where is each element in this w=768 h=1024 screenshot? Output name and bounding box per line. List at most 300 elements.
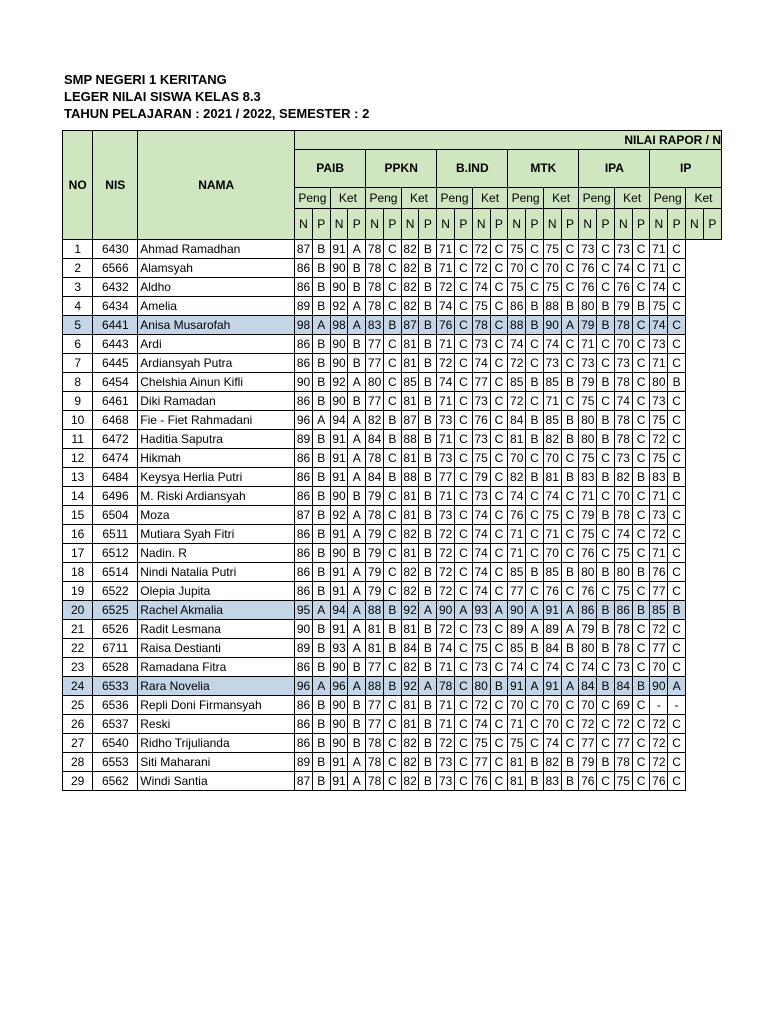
- cell-grade: C: [597, 544, 615, 563]
- cell-grade: 77: [366, 658, 384, 677]
- cell-grade: A: [490, 601, 508, 620]
- cell-grade: 92: [330, 373, 348, 392]
- cell-grade: 87: [401, 316, 419, 335]
- cell-grade: A: [348, 373, 366, 392]
- cell-grade: C: [632, 639, 650, 658]
- cell-nama: Keysya Herlia Putri: [138, 468, 295, 487]
- cell-no: 16: [63, 525, 93, 544]
- cell-grade: A: [348, 506, 366, 525]
- cell-grade: C: [597, 658, 615, 677]
- cell-grade: C: [668, 278, 686, 297]
- cell-grade: 74: [472, 544, 490, 563]
- cell-grade: 82: [401, 240, 419, 259]
- cell-grade: C: [526, 392, 544, 411]
- cell-grade: C: [455, 639, 473, 658]
- cell-grade: C: [597, 392, 615, 411]
- cell-grade: 76: [472, 772, 490, 791]
- cell-grade: C: [597, 772, 615, 791]
- cell-grade: C: [668, 772, 686, 791]
- cell-nis: 6537: [93, 715, 138, 734]
- header-subject: MTK: [508, 150, 579, 187]
- cell-grade: 90: [330, 354, 348, 373]
- cell-grade: B: [526, 316, 544, 335]
- header-peng: Peng: [366, 187, 402, 208]
- cell-grade: 79: [579, 620, 597, 639]
- cell-grade: 73: [614, 240, 632, 259]
- cell-nama: Diki Ramadan: [138, 392, 295, 411]
- cell-grade: C: [632, 449, 650, 468]
- cell-nis: 6461: [93, 392, 138, 411]
- cell-grade: 72: [579, 715, 597, 734]
- student-row: [63, 297, 722, 316]
- cell-grade: C: [455, 620, 473, 639]
- cell-grade: B: [312, 430, 330, 449]
- cell-grade: 70: [543, 696, 561, 715]
- cell-grade: 93: [472, 601, 490, 620]
- cell-grade: B: [419, 335, 437, 354]
- cell-grade: 91: [330, 772, 348, 791]
- cell-grade: C: [383, 240, 401, 259]
- cell-grade: 84: [543, 639, 561, 658]
- cell-grade: C: [383, 354, 401, 373]
- cell-grade: C: [383, 449, 401, 468]
- cell-grade: 92: [401, 677, 419, 696]
- cell-grade: 75: [650, 449, 668, 468]
- cell-grade: 76: [579, 544, 597, 563]
- cell-grade: B: [348, 658, 366, 677]
- header-subject: IPA: [579, 150, 650, 187]
- cell-grade: B: [419, 259, 437, 278]
- cell-grade: 75: [614, 582, 632, 601]
- cell-grade: C: [632, 696, 650, 715]
- cell-grade: 71: [437, 259, 455, 278]
- cell-grade: 94: [330, 601, 348, 620]
- student-row: [63, 487, 722, 506]
- cell-grade: C: [668, 430, 686, 449]
- cell-nama: Repli Doni Firmansyah: [138, 696, 295, 715]
- cell-grade: 90: [330, 715, 348, 734]
- cell-grade: A: [561, 316, 579, 335]
- cell-grade: C: [632, 316, 650, 335]
- cell-grade: A: [348, 601, 366, 620]
- cell-nis: 6504: [93, 506, 138, 525]
- cell-grade: 82: [614, 468, 632, 487]
- cell-grade: 85: [650, 601, 668, 620]
- cell-grade: B: [312, 373, 330, 392]
- cell-grade: A: [348, 316, 366, 335]
- cell-no: 23: [63, 658, 93, 677]
- cell-grade: 72: [437, 354, 455, 373]
- cell-grade: 81: [366, 620, 384, 639]
- cell-grade: 90: [508, 601, 526, 620]
- cell-grade: C: [632, 411, 650, 430]
- header-n: N: [650, 208, 668, 239]
- header-p: P: [312, 208, 330, 239]
- cell-grade: 81: [508, 753, 526, 772]
- cell-grade: 96: [295, 411, 313, 430]
- cell-grade: B: [312, 772, 330, 791]
- cell-grade: 74: [437, 639, 455, 658]
- cell-grade: 76: [437, 316, 455, 335]
- cell-grade: C: [632, 525, 650, 544]
- cell-grade: A: [312, 316, 330, 335]
- cell-grade: C: [597, 715, 615, 734]
- cell-grade: B: [561, 411, 579, 430]
- cell-grade: 91: [330, 525, 348, 544]
- cell-grade: 83: [650, 468, 668, 487]
- cell-grade: A: [348, 563, 366, 582]
- cell-grade: 74: [472, 278, 490, 297]
- cell-nis: 6536: [93, 696, 138, 715]
- cell-grade: 90: [295, 620, 313, 639]
- cell-grade: A: [561, 620, 579, 639]
- student-row: [63, 316, 722, 335]
- cell-grade: C: [632, 240, 650, 259]
- cell-grade: 71: [437, 335, 455, 354]
- cell-grade: C: [632, 487, 650, 506]
- cell-nis: 6472: [93, 430, 138, 449]
- cell-grade: C: [632, 544, 650, 563]
- header-p: P: [668, 208, 686, 239]
- cell-grade: 73: [614, 354, 632, 373]
- cell-grade: B: [312, 582, 330, 601]
- cell-grade: B: [526, 563, 544, 582]
- cell-grade: B: [419, 392, 437, 411]
- student-row: [63, 601, 722, 620]
- cell-grade: A: [348, 525, 366, 544]
- cell-grade: B: [597, 639, 615, 658]
- cell-grade: C: [668, 563, 686, 582]
- cell-grade: C: [455, 316, 473, 335]
- cell-grade: C: [632, 715, 650, 734]
- cell-grade: B: [597, 620, 615, 639]
- cell-grade: 72: [650, 715, 668, 734]
- cell-no: 25: [63, 696, 93, 715]
- cell-grade: 73: [650, 392, 668, 411]
- cell-grade: 87: [295, 506, 313, 525]
- cell-grade: C: [490, 259, 508, 278]
- cell-grade: 91: [330, 563, 348, 582]
- cell-grade: C: [597, 696, 615, 715]
- cell-grade: C: [668, 658, 686, 677]
- cell-grade: B: [419, 506, 437, 525]
- cell-grade: C: [561, 354, 579, 373]
- student-row: [63, 392, 722, 411]
- cell-grade: 78: [366, 734, 384, 753]
- cell-grade: 79: [472, 468, 490, 487]
- cell-grade: 73: [579, 354, 597, 373]
- cell-no: 1: [63, 240, 93, 259]
- cell-grade: 86: [614, 601, 632, 620]
- cell-no: 27: [63, 734, 93, 753]
- cell-grade: C: [490, 582, 508, 601]
- cell-nama: Nindi Natalia Putri: [138, 563, 295, 582]
- cell-grade: 79: [366, 487, 384, 506]
- cell-grade: B: [597, 297, 615, 316]
- cell-nama: Nadin. R: [138, 544, 295, 563]
- cell-grade: 70: [543, 449, 561, 468]
- cell-grade: C: [597, 354, 615, 373]
- cell-grade: 96: [330, 677, 348, 696]
- cell-grade: B: [668, 601, 686, 620]
- cell-grade: C: [455, 392, 473, 411]
- header-p: P: [455, 208, 473, 239]
- header-ket: Ket: [685, 187, 721, 208]
- cell-grade: B: [312, 449, 330, 468]
- cell-grade: 89: [295, 753, 313, 772]
- cell-grade: 82: [508, 468, 526, 487]
- cell-grade: B: [526, 373, 544, 392]
- cell-grade: C: [383, 582, 401, 601]
- cell-grade: A: [526, 601, 544, 620]
- cell-grade: 82: [401, 772, 419, 791]
- cell-grade: 90: [330, 259, 348, 278]
- cell-grade: C: [632, 392, 650, 411]
- school-name: SMP NEGERI 1 KERITANG: [64, 72, 227, 87]
- cell-nis: 6522: [93, 582, 138, 601]
- cell-grade: B: [597, 601, 615, 620]
- cell-grade: 70: [614, 335, 632, 354]
- cell-grade: 76: [650, 563, 668, 582]
- cell-grade: 82: [401, 753, 419, 772]
- cell-grade: 80: [579, 430, 597, 449]
- cell-grade: C: [526, 525, 544, 544]
- cell-grade: 90: [543, 316, 561, 335]
- cell-grade: C: [526, 734, 544, 753]
- cell-grade: B: [597, 753, 615, 772]
- cell-grade: C: [632, 354, 650, 373]
- cell-grade: 75: [614, 772, 632, 791]
- cell-grade: 81: [401, 696, 419, 715]
- cell-grade: C: [668, 316, 686, 335]
- document-header: [64, 71, 369, 122]
- cell-grade: C: [561, 278, 579, 297]
- cell-nama: Alamsyah: [138, 259, 295, 278]
- cell-grade: 88: [366, 601, 384, 620]
- cell-grade: C: [668, 335, 686, 354]
- cell-grade: 77: [366, 696, 384, 715]
- cell-grade: B: [383, 411, 401, 430]
- cell-grade: 72: [508, 392, 526, 411]
- cell-grade: C: [526, 658, 544, 677]
- cell-grade: C: [490, 639, 508, 658]
- cell-grade: 85: [401, 373, 419, 392]
- cell-grade: B: [419, 525, 437, 544]
- cell-grade: -: [650, 696, 668, 715]
- cell-grade: 88: [366, 677, 384, 696]
- cell-grade: C: [668, 734, 686, 753]
- cell-grade: 91: [330, 620, 348, 639]
- student-row: [63, 734, 722, 753]
- grades-table: [62, 130, 722, 791]
- cell-nama: Ridho Trijulianda: [138, 734, 295, 753]
- cell-grade: B: [419, 715, 437, 734]
- cell-nis: 6525: [93, 601, 138, 620]
- cell-grade: 74: [472, 506, 490, 525]
- cell-grade: 84: [614, 677, 632, 696]
- cell-grade: 70: [508, 449, 526, 468]
- cell-grade: 71: [508, 525, 526, 544]
- header-nama: NAMA: [138, 131, 295, 240]
- cell-grade: 88: [543, 297, 561, 316]
- cell-grade: C: [561, 582, 579, 601]
- cell-grade: 86: [295, 658, 313, 677]
- cell-grade: C: [383, 525, 401, 544]
- cell-grade: 84: [579, 677, 597, 696]
- cell-nis: 6540: [93, 734, 138, 753]
- cell-grade: 74: [614, 525, 632, 544]
- cell-grade: 82: [401, 563, 419, 582]
- header-p: P: [348, 208, 366, 239]
- cell-grade: 90: [330, 658, 348, 677]
- cell-grade: C: [455, 734, 473, 753]
- cell-grade: B: [632, 297, 650, 316]
- cell-grade: 80: [579, 411, 597, 430]
- cell-grade: B: [383, 639, 401, 658]
- cell-grade: B: [419, 563, 437, 582]
- cell-grade: 70: [543, 715, 561, 734]
- cell-grade: 70: [508, 696, 526, 715]
- cell-grade: B: [312, 506, 330, 525]
- cell-grade: C: [668, 392, 686, 411]
- cell-grade: C: [526, 354, 544, 373]
- cell-grade: B: [383, 430, 401, 449]
- cell-grade: B: [312, 715, 330, 734]
- cell-grade: C: [632, 772, 650, 791]
- cell-nama: Windi Santia: [138, 772, 295, 791]
- cell-grade: 78: [366, 259, 384, 278]
- cell-grade: 71: [437, 658, 455, 677]
- cell-grade: B: [419, 620, 437, 639]
- cell-grade: A: [348, 753, 366, 772]
- cell-grade: C: [490, 240, 508, 259]
- cell-grade: 80: [579, 639, 597, 658]
- cell-grade: 85: [508, 639, 526, 658]
- cell-grade: 79: [614, 297, 632, 316]
- cell-grade: 78: [472, 316, 490, 335]
- cell-grade: A: [668, 677, 686, 696]
- cell-grade: B: [419, 658, 437, 677]
- cell-grade: B: [668, 373, 686, 392]
- cell-grade: B: [312, 734, 330, 753]
- cell-nama: Reski: [138, 715, 295, 734]
- cell-grade: 75: [508, 734, 526, 753]
- cell-grade: 74: [614, 259, 632, 278]
- cell-no: 2: [63, 259, 93, 278]
- student-row: [63, 544, 722, 563]
- student-row: [63, 677, 722, 696]
- header-p: P: [632, 208, 650, 239]
- cell-no: 17: [63, 544, 93, 563]
- student-row: [63, 259, 722, 278]
- cell-grade: B: [348, 278, 366, 297]
- cell-grade: 75: [579, 525, 597, 544]
- cell-grade: C: [561, 449, 579, 468]
- cell-grade: C: [526, 259, 544, 278]
- cell-grade: C: [561, 240, 579, 259]
- cell-grade: 86: [295, 278, 313, 297]
- cell-grade: C: [383, 373, 401, 392]
- cell-grade: C: [597, 240, 615, 259]
- cell-grade: C: [455, 544, 473, 563]
- cell-grade: 78: [614, 411, 632, 430]
- cell-grade: 70: [650, 658, 668, 677]
- cell-grade: 72: [650, 734, 668, 753]
- cell-grade: 71: [437, 392, 455, 411]
- cell-no: 15: [63, 506, 93, 525]
- header-n: N: [614, 208, 632, 239]
- cell-no: 9: [63, 392, 93, 411]
- cell-grade: C: [597, 335, 615, 354]
- cell-grade: C: [668, 544, 686, 563]
- cell-grade: C: [597, 278, 615, 297]
- cell-nis: 6432: [93, 278, 138, 297]
- cell-grade: 77: [366, 335, 384, 354]
- cell-grade: 71: [437, 715, 455, 734]
- cell-grade: C: [490, 734, 508, 753]
- cell-grade: 72: [650, 620, 668, 639]
- cell-grade: 81: [401, 620, 419, 639]
- cell-grade: B: [312, 753, 330, 772]
- cell-no: 26: [63, 715, 93, 734]
- cell-grade: B: [348, 544, 366, 563]
- cell-grade: 76: [579, 582, 597, 601]
- cell-grade: 91: [330, 468, 348, 487]
- cell-grade: B: [419, 240, 437, 259]
- cell-grade: C: [455, 278, 473, 297]
- cell-no: 4: [63, 297, 93, 316]
- cell-nis: 6430: [93, 240, 138, 259]
- cell-grade: C: [490, 430, 508, 449]
- cell-grade: 79: [366, 544, 384, 563]
- cell-grade: 71: [579, 487, 597, 506]
- cell-nama: Ardiansyah Putra: [138, 354, 295, 373]
- cell-grade: C: [383, 753, 401, 772]
- cell-grade: 73: [650, 335, 668, 354]
- cell-grade: B: [526, 430, 544, 449]
- cell-grade: 72: [472, 259, 490, 278]
- cell-grade: 73: [614, 449, 632, 468]
- student-row: [63, 335, 722, 354]
- cell-grade: A: [348, 620, 366, 639]
- cell-grade: 81: [366, 639, 384, 658]
- header-ket: Ket: [614, 187, 650, 208]
- cell-grade: 87: [401, 411, 419, 430]
- cell-grade: 74: [543, 658, 561, 677]
- cell-grade: B: [419, 639, 437, 658]
- cell-grade: 76: [543, 582, 561, 601]
- cell-grade: B: [312, 392, 330, 411]
- cell-grade: C: [526, 715, 544, 734]
- cell-grade: C: [383, 335, 401, 354]
- cell-grade: 74: [472, 563, 490, 582]
- cell-grade: C: [383, 544, 401, 563]
- cell-grade: 72: [508, 354, 526, 373]
- cell-grade: B: [348, 335, 366, 354]
- cell-no: 10: [63, 411, 93, 430]
- cell-grade: C: [490, 563, 508, 582]
- cell-grade: C: [526, 487, 544, 506]
- cell-grade: 85: [508, 563, 526, 582]
- cell-grade: C: [668, 449, 686, 468]
- cell-grade: 71: [437, 696, 455, 715]
- cell-grade: C: [383, 297, 401, 316]
- cell-grade: B: [419, 354, 437, 373]
- cell-grade: C: [455, 487, 473, 506]
- cell-grade: B: [419, 316, 437, 335]
- cell-grade: 82: [401, 259, 419, 278]
- cell-grade: 69: [614, 696, 632, 715]
